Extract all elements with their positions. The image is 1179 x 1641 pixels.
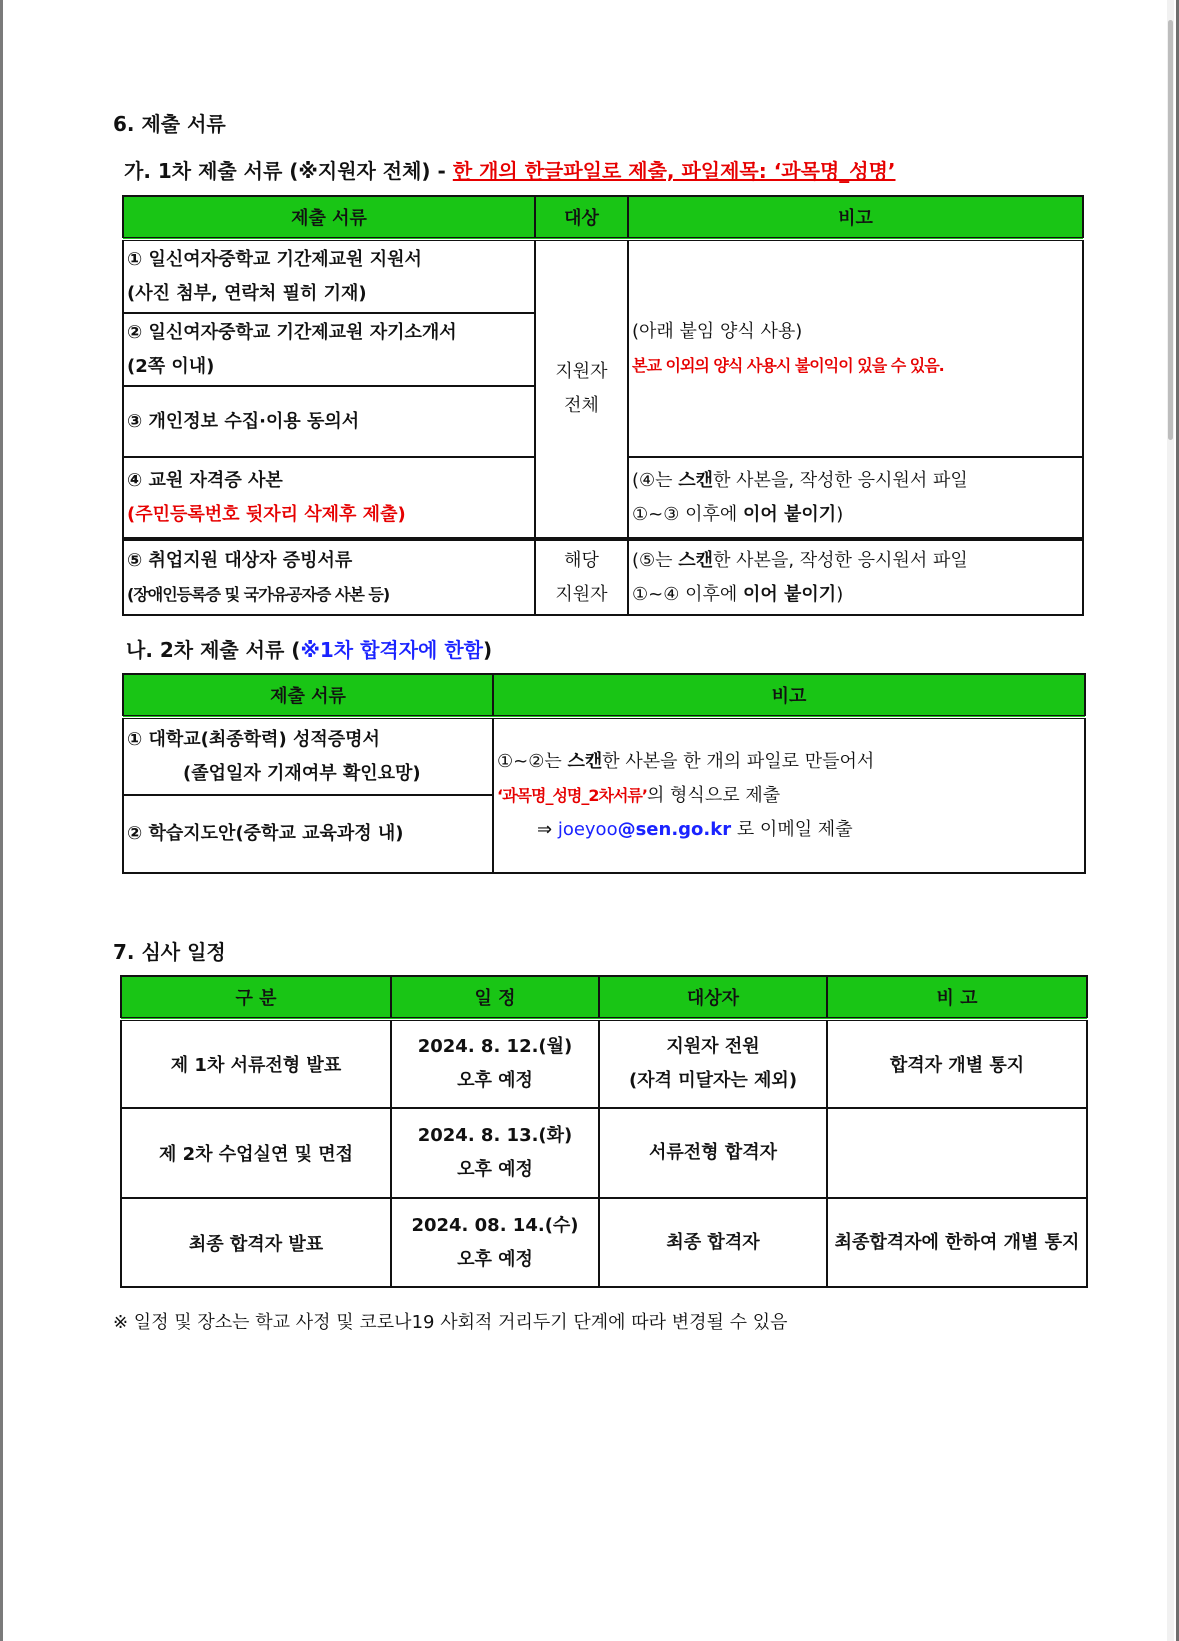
t2-email-domain[interactable]: @sen.go.kr [617,818,732,840]
schedule-date: 2024. 8. 13.(화) [417,1125,573,1146]
t2-email-user[interactable]: joeyoo [557,818,618,840]
note-c-2a: ①~④ 이후에 [632,583,743,605]
schedule-row [121,1198,1087,1287]
subtitle-b-highlight: ※1차 합격자에 한함 [300,638,483,662]
schedule-target1: 지원자 전원 [666,1036,760,1057]
doc4-line1: ④ 교원 자격증 사본 [127,469,283,491]
schedule-date-cell [391,1198,599,1287]
table1-target-all [535,239,628,539]
note-b-1c: 한 사본을, 작성한 응시원서 파일 [713,469,968,491]
doc5-line2: (장애인등록증 및 국가유공자증 사본 등) [127,584,390,604]
scrollbar-thumb[interactable] [1168,20,1173,440]
target-some-line1: 해당 [564,549,599,571]
t2-doc1-line2: (졸업일자 기재여부 확인요망) [183,762,421,784]
table1-note-a [628,239,1083,457]
schedule-footnote: ※ 일정 및 장소는 학교 사정 및 코로나19 사회적 거리두기 단계에 따라 변경될 수 있음 [113,1312,788,1333]
schedule-target-cell [599,1108,827,1198]
table2-header-note: 비고 [493,674,1085,717]
schedule-stage: 최종 합격자 발표 [121,1198,391,1287]
subtitle-b-suffix: ) [482,638,493,662]
target-all-line1: 지원자 [555,361,608,382]
schedule-header-note: 비 고 [827,976,1087,1019]
schedule-time: 오후 예정 [457,1248,533,1270]
table1-doc5 [123,539,535,615]
note-a-line2: 본교 이외의 양식 사용시 불이익이 있을 수 있음. [632,355,944,375]
table2-doc1 [123,717,493,795]
note-a-line1: (아래 붙임 양식 사용) [632,320,803,342]
t2-note-1c: 한 사본을 한 개의 파일로 만들어서 [602,750,875,772]
target-all-line2: 전체 [564,395,599,416]
schedule-header-date: 일 정 [391,976,599,1019]
t2-note-3d: 로 이메일 제출 [731,818,853,840]
table-2nd-documents [122,673,1086,874]
note-b-2a: ①~③ 이후에 [632,503,743,525]
subtitle-a-highlight: 한 개의 한글파일로 제출, 파일제목: ‘과목명_성명’ [452,159,896,183]
schedule-stage: 제 1차 서류전형 발표 [121,1019,391,1108]
schedule-target2: (자격 미달자는 제외) [628,1070,798,1091]
note-c-1c: 한 사본을, 작성한 응시원서 파일 [713,549,968,571]
t2-note-1a: ①~②는 [497,750,568,772]
table2-header-docs: 제출 서류 [123,674,493,717]
t2-note-3a: ⇒ [537,818,558,840]
doc3-line: ③ 개인정보 수집·이용 동의서 [127,410,360,432]
t2-note-1b: 스캔 [567,750,603,772]
note-c-1a: (⑤는 [632,549,679,571]
schedule-time: 오후 예정 [457,1159,533,1180]
schedule-row [121,1108,1087,1198]
target-some-line2: 지원자 [555,583,608,605]
note-c-2c: ) [836,583,844,605]
subtitle-b [126,634,492,663]
note-c-1b: 스캔 [678,549,714,571]
section-7-title: 7. 심사 일정 [113,940,226,964]
doc2-line1: ② 일신여자중학교 기간제교원 자기소개서 [127,321,457,343]
schedule-note [827,1108,1087,1198]
schedule-date: 2024. 8. 12.(월) [417,1036,573,1057]
table1-header-target: 대상 [535,196,628,239]
table1-doc2 [123,313,535,386]
schedule-header-stage: 구 분 [121,976,391,1019]
schedule-date: 2024. 08. 14.(수) [411,1214,579,1236]
table2-doc2 [123,795,493,873]
table1-note-c [628,539,1083,615]
table1-header-note: 비고 [628,196,1083,239]
table2-note [493,717,1085,873]
schedule-row [121,1019,1087,1108]
doc1-line1: ① 일신여자중학교 기간제교원 지원서 [127,248,422,270]
page-frame-left [0,0,3,1641]
doc1-line2: (사진 첨부, 연락처 필히 기재) [127,282,367,304]
table-1st-documents [122,195,1084,616]
t2-doc2-line: ② 학습지도안(중학교 교육과정 내) [127,823,404,844]
note-c-2b: 이어 붙이기 [742,583,837,605]
table1-target-some [535,539,628,615]
table-schedule [120,975,1088,1288]
table1-doc4 [123,457,535,539]
subtitle-a [124,155,896,184]
doc4-line2: (주민등록번호 뒷자리 삭제후 제출) [127,503,406,525]
subtitle-b-prefix: 나. 2차 제출 서류 ( [126,638,301,662]
table1-header-docs: 제출 서류 [123,196,535,239]
t2-doc1-line1: ① 대학교(최종학력) 성적증명서 [127,728,380,750]
schedule-date-cell [391,1108,599,1198]
table1-note-b [628,457,1083,539]
doc5-line1: ⑤ 취업지원 대상자 증빙서류 [127,549,353,571]
t2-note-2b: 의 형식으로 제출 [646,784,781,806]
section-6-title: 6. 제출 서류 [113,112,226,136]
note-b-1a: (④는 [632,469,679,491]
note-b-1b: 스캔 [678,469,714,491]
schedule-target1: 최종 합격자 [666,1231,760,1253]
subtitle-a-prefix: 가. 1차 제출 서류 (※지원자 전체) - [124,159,453,183]
schedule-header-target: 대상자 [599,976,827,1019]
t2-note-2a: ‘과목명_성명_2차서류’ [497,785,647,805]
table1-doc1 [123,239,535,313]
schedule-target-cell [599,1019,827,1108]
schedule-time: 오후 예정 [457,1070,533,1091]
note-b-2b: 이어 붙이기 [742,503,837,525]
schedule-date-cell [391,1019,599,1108]
note-b-2c: ) [836,503,844,525]
schedule-note: 최종합격자에 한하여 개별 통지 [827,1198,1087,1287]
table1-doc3 [123,386,535,457]
schedule-stage: 제 2차 수업실연 및 면접 [121,1108,391,1198]
schedule-note: 합격자 개별 통지 [827,1019,1087,1108]
schedule-target-cell [599,1198,827,1287]
schedule-target1: 서류전형 합격자 [649,1142,777,1163]
doc2-line2: (2쪽 이내) [127,355,215,377]
